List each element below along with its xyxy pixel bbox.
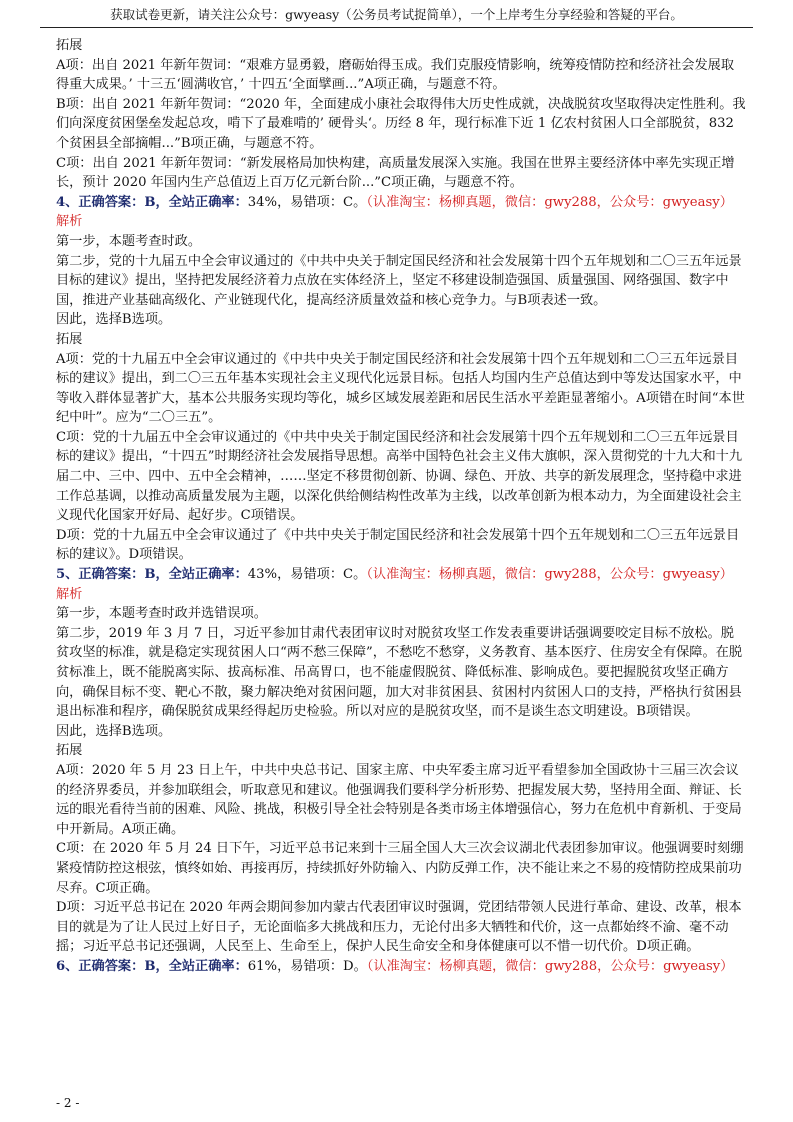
answer-value: B，全站正确率：	[144, 958, 248, 974]
paragraph: D项：习近平总书记在 2020 年两会期间参加内蒙古代表团审议时强调，党团结带领人民进行革命、建设、改革，根本目的就是为了让人民过上好日子，无论面临多大挑战和压力，无论付出多大牺牲和代价，这一点都始终不渝、毫不动摇；习近平总书记还强调，人民至上、生命至上，保护人民生命安全和身体健康可以不惜一切代价。D项正确。	[56, 900, 742, 955]
source-note: （认准淘宝：杨柳真题，微信：gwy288，公众号：gwyeasy）	[366, 567, 733, 583]
paragraph: C项：党的十九届五中全会审议通过的《中共中央关于制定国民经济和社会发展第十四个五年规划和二〇三五年远景目标的建议》提出，“十四五”时期经济社会发展指导思想。高举中国特色社会主义伟大旗帜，深入贯彻党的十九大和十九届二中、三中、四中、五中全会精神，……坚定不移贯彻创新、协调、绿色、开放、共享的新发展理念，坚持稳中求进工作总基调，以推动高质量发展为主题，以深化供给侧结构性改革为主线，以改革创新为根本动力，为全面建设社会主义现代化国家开好局、起好步。C项错误。	[56, 429, 743, 524]
analysis-heading: 解析	[56, 214, 83, 230]
answer-line	[56, 565, 746, 585]
paragraph: A项：2020 年 5 月 23 日上午，中共中央总书记、国家主席、中央军委主席习近平看望参加全国政协十三届三次会议的经济界委员，并参加联组会，听取意见和建议。他强调我们要科学分析形势、把握发展大势，坚持用全面、辩证、长远的眼光看待当前的困难、风险、挑战，积极引导全社会特别是各类市场主体增强信心，努力在危机中育新机、于变局中开新局。A项正确。	[56, 762, 742, 837]
answer-label: 正确答案：	[78, 194, 145, 210]
paragraph: 第一步，本题考查时政并选错误项。	[56, 606, 267, 622]
question-number: 4、	[56, 194, 79, 210]
paragraph: 第二步，2019 年 3 月 7 日，习近平参加甘肃代表团审议时对脱贫攻坚工作发表重要讲话强调要咬定目标不放松。脱贫攻坚的标准，就是稳定实现贫困人口“两不愁三保障”，不愁吃不愁穿，义务教育、基本医疗、住房安全有保障。在脱贫标准上，既不能脱离实际、拔高标准、吊高胃口，也不能虚假脱贫、降低标准、影响成色。要把握脱贫攻坚正确方向，确保目标不变、靶心不散，聚力解决绝对贫困问题，加大对非贫困县、贫困村内贫困人口的支持，严格执行贫困县退出标准和程序，确保脱贫成果经得起历史检验。所以对应的是脱贫攻坚，而不是谈生态文明建设。B项错误。	[56, 625, 743, 720]
accuracy-rate: 61%，易错项：D。	[247, 958, 367, 974]
section-title: 拓展	[56, 331, 83, 347]
question-number: 6、	[56, 958, 79, 974]
section-title: 拓展	[56, 743, 83, 759]
answer-value: B，全站正确率：	[144, 194, 248, 210]
page-number: - 2 -	[56, 1096, 80, 1110]
page-header: 获取试卷更新，请关注公众号：gwyeasy（公务员考试捉简单），一个上岸考生分享经验和答疑的平台。	[40, 6, 753, 28]
section-title: 拓展	[56, 38, 83, 53]
document-body	[56, 36, 746, 977]
paragraph: 因此，选择B选项。	[56, 312, 172, 328]
paragraph: 第二步，党的十九届五中全会审议通过的《中共中央关于制定国民经济和社会发展第十四个五年规划和二〇三五年远景目标的建议》提出，坚持把发展经济着力点放在实体经济上，坚定不移建设制造强国、质量强国、网络强国、数字中国，推进产业基础高级化、产业链现代化，提高经济质量效益和核心竞争力。与B项表述一致。	[56, 253, 742, 308]
answer-label: 正确答案：	[78, 958, 145, 974]
source-note: （认准淘宝：杨柳真题，微信：gwy288，公众号：gwyeasy）	[366, 194, 733, 210]
accuracy-rate: 43%，易错项：C。	[247, 567, 367, 583]
analysis-heading: 解析	[56, 586, 83, 602]
paragraph: D项：党的十九届五中全会审议通过了《中共中央关于制定国民经济和社会发展第十四个五年规划和二〇三五年远景目标的建议》。D项错误。	[56, 527, 740, 563]
answer-line	[56, 193, 746, 213]
answer-label: 正确答案：	[78, 567, 145, 583]
paragraph: C项：出自 2021 年新年贺词：“新发展格局加快构建，高质量发展深入实施。我国在世界主要经济体中率先实现正增长，预计 2020 年国内生产总值迈上百万亿元新台阶...”C项正确，与题意不符。	[56, 155, 735, 191]
paragraph: A项：出自 2021 年新年贺词：“艰难方显勇毅，磨砺始得玉成。我们克服疫情影响，统筹疫情防控和经济社会发展取得重大成果。’ 十三五‘圆满收官，’ 十四五‘全面擘画...”A项正确，与题意不符。	[56, 57, 735, 93]
paragraph: A项：党的十九届五中全会审议通过的《中共中央关于制定国民经济和社会发展第十四个五年规划和二〇三五年远景目标的建议》提出，到二〇三五年基本实现社会主义现代化远景目标。包括人均国内生产总值达到中等发达国家水平，中等收入群体显著扩大，基本公共服务实现均等化，城乡区域发展差距和居民生活水平差距显著缩小。A项错在时间“本世纪中叶”。应为“二〇三五”。	[56, 351, 745, 426]
source-note: （认准淘宝：杨柳真题，微信：gwy288，公众号：gwyeasy）	[366, 958, 734, 974]
question-number: 5、	[56, 567, 79, 583]
paragraph: B项：出自 2021 年新年贺词：“2020 年，全面建成小康社会取得伟大历史性成就，决战脱贫攻坚取得决定性胜利。我们向深度贫困堡垒发起总攻，啃下了最难啃的’ 硬骨头‘。历经 8 年，现行标准下近 1 亿农村贫困人口全部脱贫，832 个贫困县全部摘帽...”B项正确，与题意不符。	[56, 96, 746, 151]
answer-value: B，全站正确率：	[144, 567, 248, 583]
paragraph: C项：在 2020 年 5 月 24 日下午，习近平总书记来到十三届全国人大三次会议湖北代表团参加审议。他强调要时刻绷紧疫情防控这根弦，慎终如始、再接再厉，持续抓好外防输入、内防反弹工作，决不能让来之不易的疫情防控成果前功尽弃。C项正确。	[56, 841, 744, 896]
answer-line	[56, 957, 746, 977]
paragraph: 第一步，本题考查时政。	[56, 233, 202, 249]
paragraph: 因此，选择B选项。	[56, 723, 172, 739]
accuracy-rate: 34%，易错项：C。	[247, 194, 367, 210]
